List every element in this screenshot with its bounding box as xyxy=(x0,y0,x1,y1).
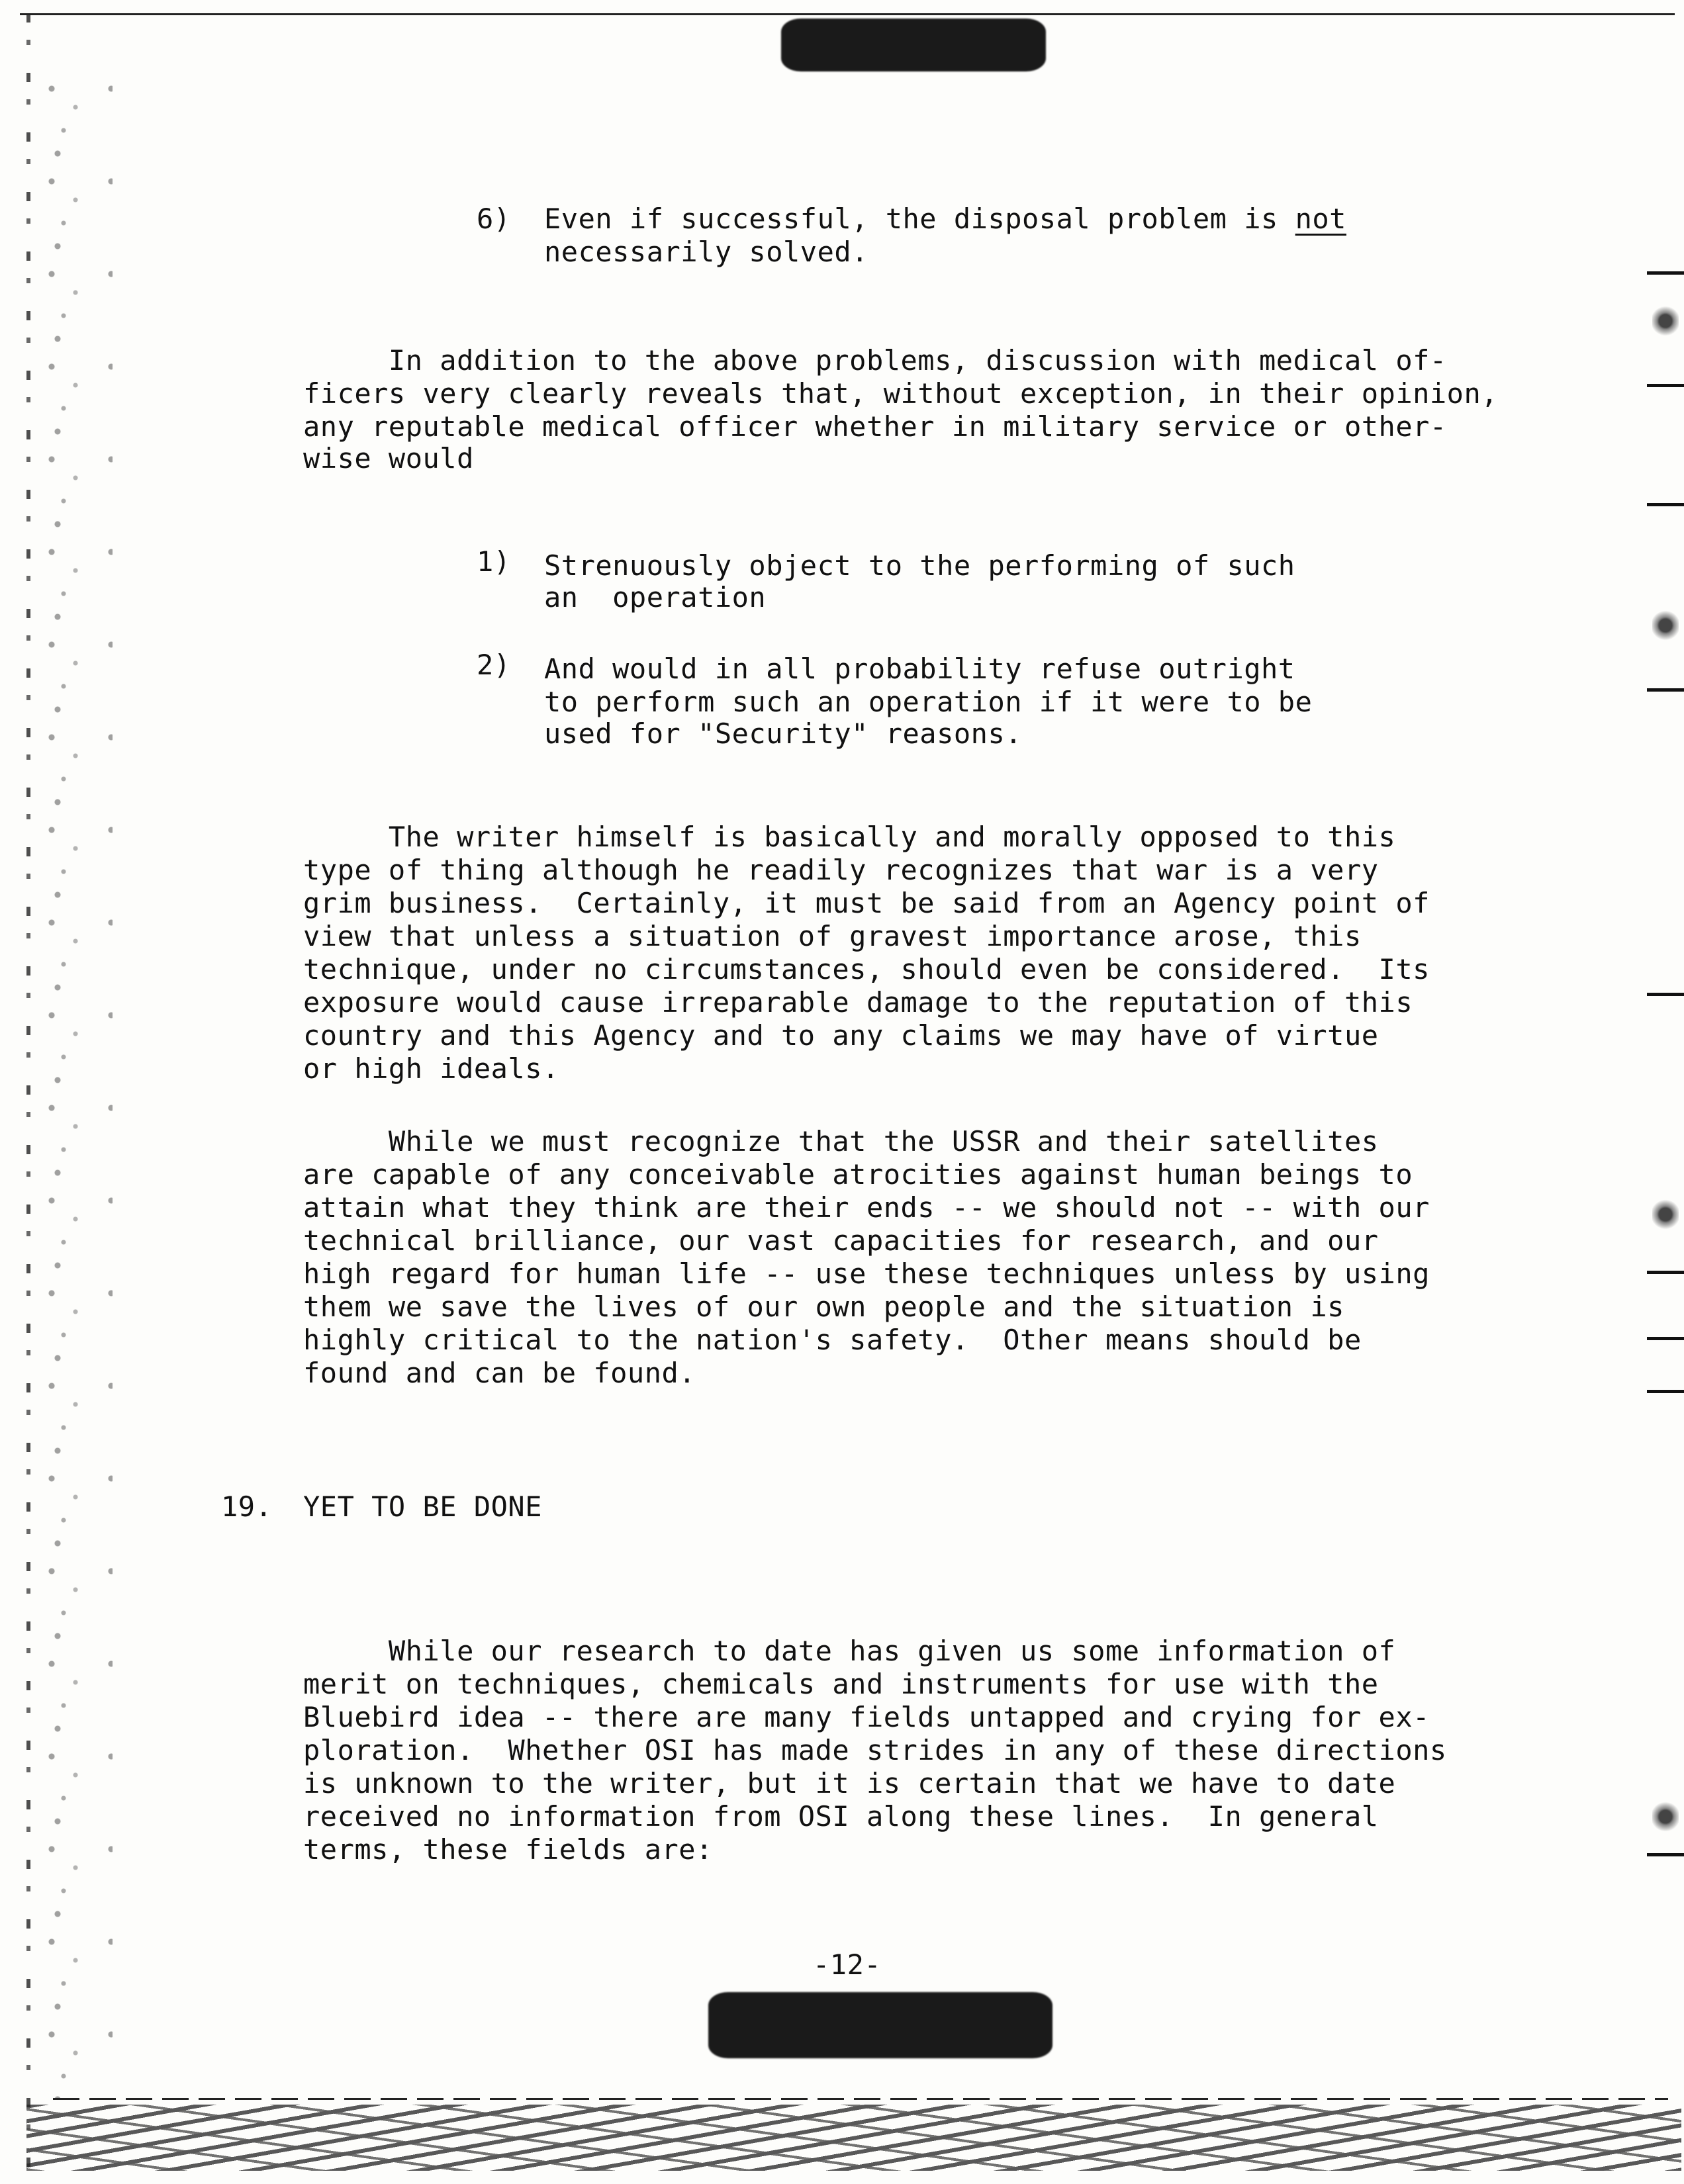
section-title: YET TO BE DONE xyxy=(303,1490,543,1523)
paragraph-line: view that unless a situation of gravest importance arose, this xyxy=(303,920,1362,952)
item-6-line-2: necessarily solved. xyxy=(544,236,868,268)
item-2-number: 2) xyxy=(477,649,511,681)
paragraph-line: exposure would cause irreparable damage to the reputation of this xyxy=(303,986,1413,1019)
paragraph-line: them we save the lives of our own people and the situation is xyxy=(303,1291,1344,1323)
left-scan-noise xyxy=(40,79,113,2098)
paragraph-line: are capable of any conceivable atrocities against human beings to xyxy=(303,1158,1413,1191)
item-6-line-1 xyxy=(544,203,1346,236)
paragraph-line: terms, these fields are: xyxy=(303,1833,713,1866)
item-2-line: to perform such an operation if it were to be xyxy=(544,686,1313,718)
paragraph-line: highly critical to the nation's safety. Other means should be xyxy=(303,1324,1362,1356)
paragraph-line: While our research to date has given us some information of xyxy=(303,1635,1396,1667)
paragraph-line: any reputable medical officer whether in military service or other- xyxy=(303,410,1447,443)
item-6-emphasis: not xyxy=(1295,203,1346,235)
item-1-line: Strenuously object to the performing of such xyxy=(544,549,1295,582)
paragraph-line: or high ideals. xyxy=(303,1052,559,1085)
paragraph-line: wise would xyxy=(303,442,474,475)
paragraph-line: country and this Agency and to any claims we may have of virtue xyxy=(303,1019,1379,1052)
paragraph-line: ploration. Whether OSI has made strides in any of these directions xyxy=(303,1734,1447,1766)
paragraph-line: technique, under no circumstances, should even be considered. Its xyxy=(303,953,1430,985)
paragraph-line: Bluebird idea -- there are many fields untapped and crying for ex- xyxy=(303,1701,1430,1733)
left-scan-edge xyxy=(26,13,30,2171)
bottom-redaction xyxy=(708,1992,1052,2058)
paragraph-line: grim business. Certainly, it must be said from an Agency point of xyxy=(303,887,1430,919)
paragraph-line: In addition to the above problems, discussion with medical of- xyxy=(303,344,1447,377)
item-2-line: And would in all probability refuse outright xyxy=(544,653,1295,685)
bottom-dash-rule xyxy=(53,2098,1668,2100)
paragraph-line: attain what they think are their ends -- we should not -- with our xyxy=(303,1191,1430,1224)
paragraph-line: is unknown to the writer, but it is certain that we have to date xyxy=(303,1767,1396,1799)
top-redaction xyxy=(781,19,1046,71)
item-2-line: used for "Security" reasons. xyxy=(544,717,1023,750)
paragraph-line: While we must recognize that the USSR and their satellites xyxy=(303,1125,1379,1158)
paragraph-line: ficers very clearly reveals that, without exception, in their opinion, xyxy=(303,377,1499,410)
item-6-text: Even if successful, the disposal problem is xyxy=(544,203,1295,235)
page-number: -12- xyxy=(813,1948,882,1981)
paragraph-line: high regard for human life -- use these techniques unless by using xyxy=(303,1257,1430,1290)
right-scan-marks xyxy=(1644,251,1684,1906)
item-1-line: an operation xyxy=(544,581,767,614)
item-6-number: 6) xyxy=(477,203,511,235)
paragraph-line: type of thing although he readily recognizes that war is a very xyxy=(303,854,1379,886)
paragraph-line: merit on techniques, chemicals and instruments for use with the xyxy=(303,1668,1379,1700)
section-number: 19. xyxy=(221,1490,273,1523)
paragraph-line: The writer himself is basically and morally opposed to this xyxy=(303,821,1396,853)
item-1-number: 1) xyxy=(477,545,511,578)
top-scan-rule xyxy=(20,13,1675,15)
paragraph-line: received no information from OSI along these lines. In general xyxy=(303,1800,1379,1833)
paragraph-line: found and can be found. xyxy=(303,1357,696,1389)
paragraph-line: technical brilliance, our vast capacities for research, and our xyxy=(303,1224,1379,1257)
bottom-scan-noise xyxy=(26,2105,1681,2171)
